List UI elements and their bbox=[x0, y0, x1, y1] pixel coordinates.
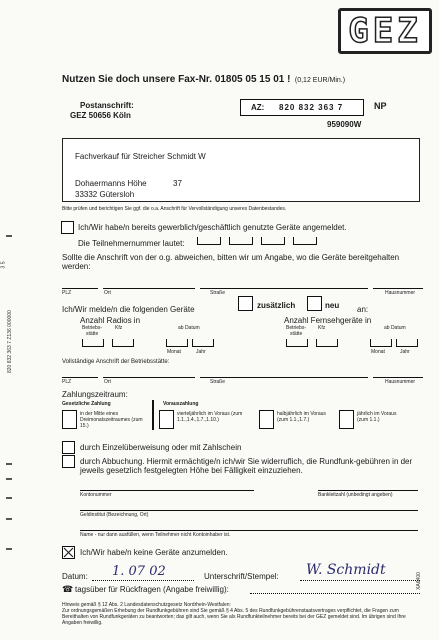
gez-logo bbox=[338, 8, 432, 54]
az-box bbox=[240, 99, 364, 116]
side-reference: 820 832 363 7 Z136 000000 bbox=[7, 310, 13, 373]
radio-kfz: Kfz bbox=[115, 325, 123, 331]
bank-name-field[interactable] bbox=[80, 501, 418, 511]
fold-mark bbox=[6, 548, 12, 550]
radio-month-field[interactable] bbox=[166, 336, 188, 347]
ref-number: 959090W bbox=[327, 120, 362, 129]
tv-month-field[interactable] bbox=[370, 336, 392, 347]
tv-kfz-field[interactable] bbox=[316, 336, 338, 347]
payment-divider bbox=[152, 400, 154, 430]
legal-payment-label: Gesetzliche Zahlung bbox=[62, 401, 111, 407]
tv-kfz: Kfz bbox=[318, 325, 326, 331]
debit-label: durch Abbuchung. Hiermit ermächtige/n ich/wir Sie widerruflich, die Rundfunk-gebühren in der jeweils gesetzlich festgelegten Höhe bei Fälligkeit einzuziehen. bbox=[80, 457, 413, 475]
radio-ab-datum: ab Datum bbox=[178, 325, 200, 331]
radio-year-field[interactable] bbox=[192, 336, 214, 347]
signature-value: W. Schmidt bbox=[306, 562, 386, 578]
radio-kfz-field[interactable] bbox=[112, 336, 134, 347]
bank-code-label: Bankleitzahl (unbedingt angeben) bbox=[318, 492, 393, 498]
site-house-label: Hausnummer bbox=[385, 379, 416, 385]
phone-line bbox=[250, 593, 420, 594]
tv-year-field[interactable] bbox=[396, 336, 418, 347]
alt-street-label: Straße bbox=[210, 290, 226, 296]
no-devices-checkbox[interactable] bbox=[62, 546, 75, 559]
bank-name-label: Geldinstitut (Bezeichnung, Ort) bbox=[80, 512, 149, 518]
signature-line bbox=[300, 580, 420, 581]
opt-year-checkbox[interactable] bbox=[339, 410, 354, 429]
no-devices-label: Ich/Wir habe/n keine Geräte anzumelden. bbox=[80, 548, 228, 557]
payment-period-label: Zahlungszeitraum: bbox=[62, 390, 128, 399]
side-small: 3 5 bbox=[0, 261, 7, 269]
tv-count-label: Anzahl Fernsehgeräte in bbox=[284, 316, 372, 325]
already-registered-checkbox[interactable] bbox=[61, 221, 74, 234]
date-line bbox=[92, 580, 194, 581]
deviation-text: Sollte die Anschrift von der o.g. abweichen, bitten wir um Angabe, wo die Geräte bereitgehalten werden: bbox=[62, 253, 400, 271]
alt-street-field[interactable] bbox=[200, 279, 368, 289]
tv-site-field[interactable] bbox=[286, 336, 308, 347]
az-value: 820 832 363 7 bbox=[279, 103, 344, 112]
signature-label: Unterschrift/Stempel: bbox=[204, 572, 279, 581]
address-street: Dohaermanns Höhe bbox=[75, 179, 147, 188]
fax-rate: (0,12 EUR/Min.) bbox=[294, 77, 346, 84]
prepayment-label: Vorauszahlung bbox=[163, 401, 199, 407]
account-holder-note: Name - nur dann ausfüllen, wenn Teilnehmer nicht Kontoinhaber ist. bbox=[80, 532, 231, 538]
register-text: Ich/Wir melde/n die folgenden Geräte bbox=[62, 305, 195, 314]
new-label: neu bbox=[325, 301, 340, 310]
gez-logo-text: GEZ bbox=[348, 11, 422, 51]
opt-quarter-checkbox[interactable] bbox=[159, 410, 174, 429]
alt-ort-label: Ort bbox=[104, 290, 111, 296]
postal-label: Postanschrift: bbox=[80, 101, 134, 110]
new-checkbox[interactable] bbox=[307, 296, 322, 311]
already-registered-label: Ich/Wir habe/n bereits gewerblich/geschäftlich genutzte Geräte angemeldet. bbox=[78, 223, 347, 232]
opt-year-label: jährlich im Voraus (zum 1.1.) bbox=[357, 411, 397, 423]
side-code: XA6400 bbox=[415, 572, 422, 590]
postal-address: GEZ 50656 Köln bbox=[70, 111, 131, 120]
footer-text: Zur ordnungsgemäßen Erhebung der Rundfunkgebühren sind Sie gemäß § 4 Abs. 5 des Rundfunkgebührenstaatsvertrages verpflichtet, die Fragen zum Bereithalten von Rundfunkgeräten zu beantworten; das gilt auch, wenn Sie als Rundfunkteilnehmer bereits bei der GEZ gemeldet sind. Im übrigen sind Ihre Angaben freiwillig. bbox=[62, 608, 406, 626]
az-suffix: NP bbox=[374, 101, 387, 111]
fold-mark bbox=[6, 497, 12, 499]
tv-betriebs: Betriebs- bbox=[286, 325, 307, 331]
participant-field-4[interactable] bbox=[293, 234, 317, 245]
tv-ab-datum: ab Datum bbox=[384, 325, 406, 331]
check-note: Bitte prüfen und berichtigen Sie ggf. die o.a. Anschrift für Vervollständigung unseres Datenbestandes. bbox=[62, 206, 287, 212]
radio-year-label: Jahr bbox=[196, 349, 206, 355]
full-address-label: Vollständige Anschrift der Betriebsstätte: bbox=[62, 359, 170, 365]
radio-month-label: Monat bbox=[167, 349, 181, 355]
additional-label: zusätzlich bbox=[257, 301, 296, 310]
site-street-label: Straße bbox=[210, 379, 226, 385]
address-city: 33332 Gütersloh bbox=[75, 190, 135, 199]
tv-year-label: Jahr bbox=[400, 349, 410, 355]
an-label: an: bbox=[357, 305, 369, 314]
tv-month-label: Monat bbox=[371, 349, 385, 355]
additional-checkbox[interactable] bbox=[238, 296, 253, 311]
opt-mid-checkbox[interactable] bbox=[62, 410, 77, 429]
address-line1: Fachverkauf für Streicher Schmidt W bbox=[75, 152, 206, 161]
radio-site-field[interactable] bbox=[82, 336, 104, 347]
phone-label: tagsüber für Rückfragen (Angabe freiwillig): bbox=[75, 585, 229, 594]
alt-house-label: Hausnummer bbox=[385, 290, 416, 296]
cross-mark-icon bbox=[63, 547, 74, 558]
alt-plz-label: PLZ bbox=[62, 290, 72, 296]
participant-label: Die Teilnehmernummer lautet: bbox=[78, 239, 185, 248]
account-number-label: Kontonummer bbox=[80, 492, 112, 498]
opt-quarter-label: vierteljährlich im Voraus (zum 1.1.,1.4.,1.7.,1.10.) bbox=[177, 411, 243, 423]
site-street-field[interactable] bbox=[200, 368, 368, 378]
participant-field-2[interactable] bbox=[229, 234, 253, 245]
bank-code-field[interactable] bbox=[318, 481, 418, 491]
fax-text: Nutzen Sie doch unsere Fax-Nr. 01805 05 15 01 ! bbox=[62, 74, 291, 85]
opt-half-checkbox[interactable] bbox=[259, 410, 274, 429]
debit-checkbox[interactable] bbox=[62, 455, 75, 468]
site-plz-label: PLZ bbox=[62, 379, 72, 385]
site-plz-field[interactable] bbox=[62, 368, 98, 378]
opt-half-label: halbjährlich im Voraus (zum 1.1.,1.7.) bbox=[277, 411, 326, 423]
fold-mark bbox=[6, 463, 12, 465]
phone-icon: ☎ bbox=[62, 584, 74, 594]
transfer-label: durch Einzelüberweisung oder mit Zahlschein bbox=[80, 443, 242, 452]
fold-mark bbox=[6, 235, 12, 237]
account-number-field[interactable] bbox=[80, 481, 254, 491]
radio-staette: stätte bbox=[86, 331, 99, 337]
account-holder-field[interactable] bbox=[80, 521, 418, 531]
alt-ort-field[interactable] bbox=[103, 279, 195, 289]
fold-mark bbox=[6, 478, 12, 480]
alt-plz-field[interactable] bbox=[62, 279, 98, 289]
participant-field-3[interactable] bbox=[261, 234, 285, 245]
alt-house-field[interactable] bbox=[373, 279, 423, 289]
opt-mid-label: in der Mitte eines Dreimonatszeitraumes (zum 15.) bbox=[80, 411, 143, 429]
radio-betriebs: Betriebs- bbox=[82, 325, 103, 331]
address-house-no: 37 bbox=[173, 179, 182, 188]
tv-staette: stätte bbox=[290, 331, 303, 337]
date-label: Datum: bbox=[62, 572, 88, 581]
footer-heading: Hinweis gemäß § 12 Abs. 2 Landesdatenschutzgesetz Nordrhein-Westfalen: bbox=[62, 602, 231, 608]
site-ort-field[interactable] bbox=[103, 368, 195, 378]
address-window bbox=[62, 138, 420, 202]
site-house-field[interactable] bbox=[373, 368, 423, 378]
az-label: AZ: bbox=[251, 103, 265, 112]
transfer-checkbox[interactable] bbox=[62, 441, 75, 454]
participant-field-1[interactable] bbox=[197, 234, 221, 245]
fax-line bbox=[62, 69, 345, 87]
site-ort-label: Ort bbox=[104, 379, 111, 385]
date-value: 1. 07 02 bbox=[112, 564, 166, 579]
radio-count-label: Anzahl Radios in bbox=[80, 316, 141, 325]
fold-mark bbox=[6, 518, 12, 520]
